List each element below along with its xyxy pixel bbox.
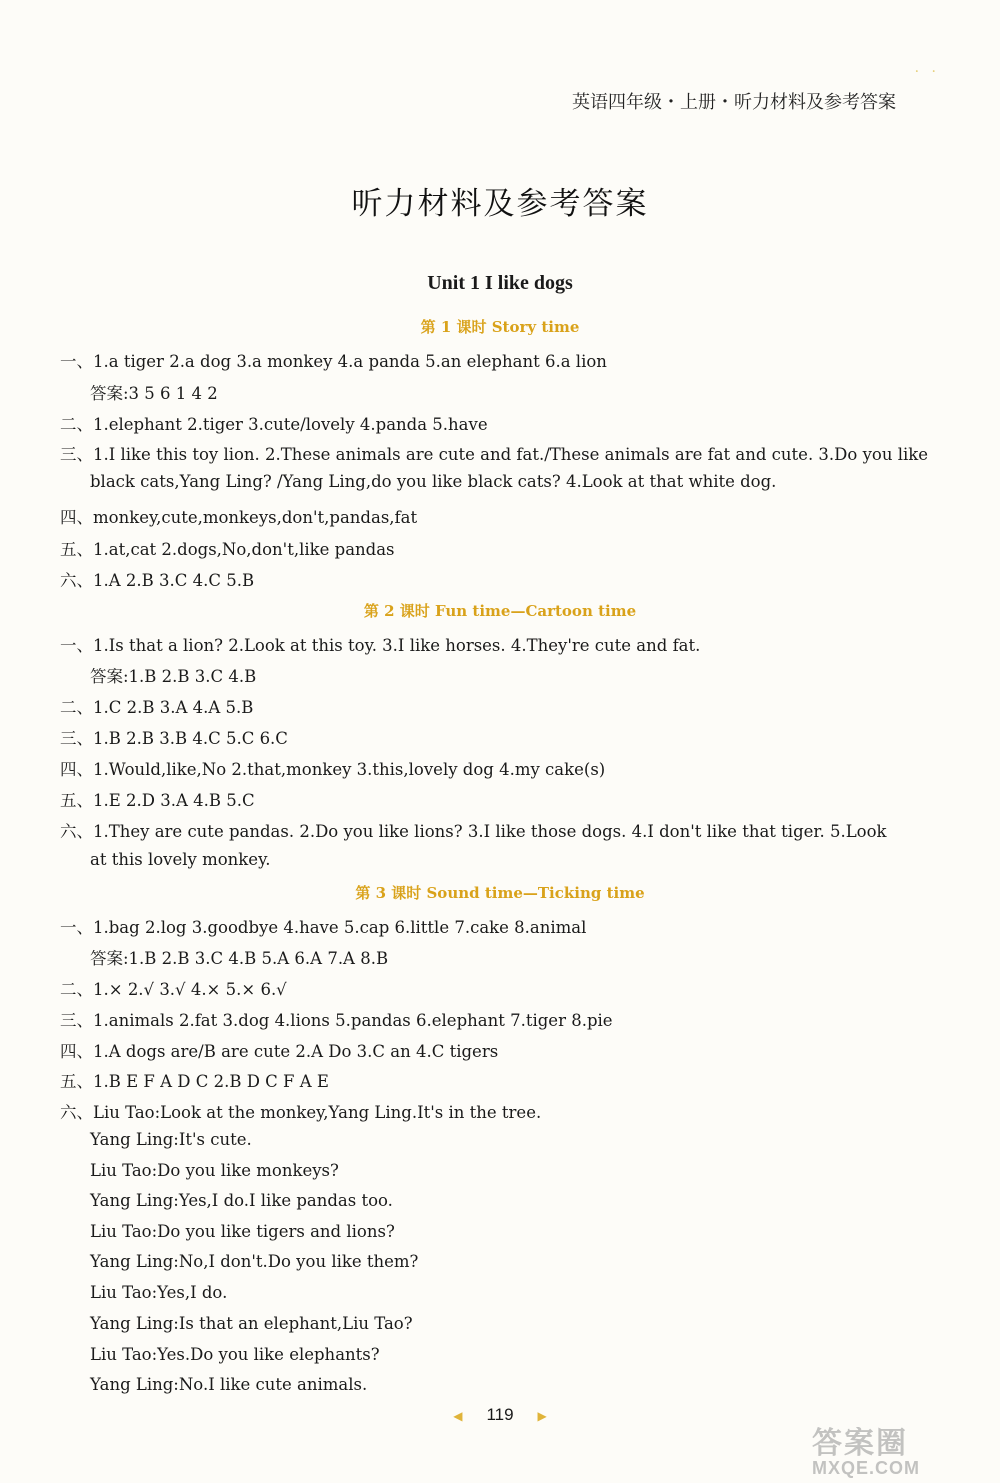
lesson-heading-3: 第 3 课时 Sound time—Ticking time bbox=[355, 884, 645, 902]
answer-line: 六、1.They are cute pandas. 2.Do you like lions? 3.I like those dogs. 4.I don't like that tiger. 5.Look bbox=[60, 822, 887, 841]
answer-line: 一、1.Is that a lion? 2.Look at this toy. 3.I like horses. 4.They're cute and fat. bbox=[60, 636, 701, 655]
lesson-heading-2: 第 2 课时 Fun time—Cartoon time bbox=[363, 602, 637, 620]
watermark-top: 答案圈 bbox=[812, 1427, 908, 1460]
dialogue-line: Yang Ling:No.I like cute animals. bbox=[90, 1375, 368, 1394]
answer-line: 二、1.C 2.B 3.A 4.A 5.B bbox=[60, 698, 254, 717]
answer-line: 答案:1.B 2.B 3.C 4.B 5.A 6.A 7.A 8.B bbox=[90, 949, 389, 968]
lesson-heading-1: 第 1 课时 Story time bbox=[420, 318, 580, 336]
answer-line: 五、1.at,cat 2.dogs,No,don't,like pandas bbox=[60, 540, 395, 559]
answer-line: 二、1.× 2.√ 3.√ 4.× 5.× 6.√ bbox=[60, 980, 287, 999]
answer-line: 五、1.E 2.D 3.A 4.B 5.C bbox=[60, 791, 255, 810]
dialogue-line: Liu Tao:Do you like tigers and lions? bbox=[90, 1222, 395, 1241]
dialogue-line: Yang Ling:Is that an elephant,Liu Tao? bbox=[90, 1314, 413, 1333]
running-header: 英语四年级・上册・听力材料及参考答案 bbox=[572, 92, 896, 113]
arrow-left-icon: ◀ bbox=[453, 1409, 463, 1423]
dialogue-line: Yang Ling:Yes,I do.I like pandas too. bbox=[90, 1191, 393, 1210]
answer-line: 答案:1.B 2.B 3.C 4.B bbox=[90, 667, 257, 686]
answer-line: 二、1.elephant 2.tiger 3.cute/lovely 4.panda 5.have bbox=[60, 415, 488, 434]
dialogue-line: 六、Liu Tao:Look at the monkey,Yang Ling.It's in the tree. bbox=[60, 1103, 542, 1122]
dialogue-line: Liu Tao:Yes,I do. bbox=[90, 1283, 228, 1302]
dialogue-line: Yang Ling:It's cute. bbox=[90, 1130, 252, 1149]
answer-line: 五、1.B E F A D C 2.B D C F A E bbox=[60, 1072, 329, 1091]
page-number-value: 119 bbox=[486, 1405, 514, 1424]
answer-line: 六、1.A 2.B 3.C 4.C 5.B bbox=[60, 571, 255, 590]
answer-line: 四、1.A dogs are/B are cute 2.A Do 3.C an 4.C tigers bbox=[60, 1042, 499, 1061]
answer-line: 一、1.a tiger 2.a dog 3.a monkey 4.a panda 5.an elephant 6.a lion bbox=[60, 352, 607, 371]
page-title: 听力材料及参考答案 bbox=[351, 186, 649, 222]
answer-line: 一、1.bag 2.log 3.goodbye 4.have 5.cap 6.little 7.cake 8.animal bbox=[60, 918, 587, 937]
dialogue-line: Yang Ling:No,I don't.Do you like them? bbox=[90, 1252, 419, 1271]
header-decoration: · · bbox=[914, 64, 940, 80]
watermark-bottom: MXQE.COM bbox=[812, 1458, 921, 1478]
dialogue-line: Liu Tao:Yes.Do you like elephants? bbox=[90, 1345, 380, 1364]
answer-line: black cats,Yang Ling? /Yang Ling,do you like black cats? 4.Look at that white dog. bbox=[90, 472, 777, 491]
watermark-logo bbox=[812, 1418, 982, 1478]
answer-line: 三、1.I like this toy lion. 2.These animals are cute and fat./These animals are fat and cute. 3.Do you like bbox=[60, 445, 929, 464]
unit-title: Unit 1 I like dogs bbox=[427, 272, 573, 294]
answer-line: 四、monkey,cute,monkeys,don't,pandas,fat bbox=[60, 508, 418, 527]
answer-line: 四、1.Would,like,No 2.that,monkey 3.this,lovely dog 4.my cake(s) bbox=[60, 760, 606, 779]
answer-line: 三、1.animals 2.fat 3.dog 4.lions 5.pandas 6.elephant 7.tiger 8.pie bbox=[60, 1011, 613, 1030]
answer-line: 三、1.B 2.B 3.B 4.C 5.C 6.C bbox=[60, 729, 288, 748]
dialogue-line: Liu Tao:Do you like monkeys? bbox=[90, 1161, 339, 1180]
arrow-right-icon: ▶ bbox=[537, 1409, 547, 1423]
answer-line: at this lovely monkey. bbox=[90, 850, 271, 869]
answer-line: 答案:3 5 6 1 4 2 bbox=[90, 384, 218, 403]
